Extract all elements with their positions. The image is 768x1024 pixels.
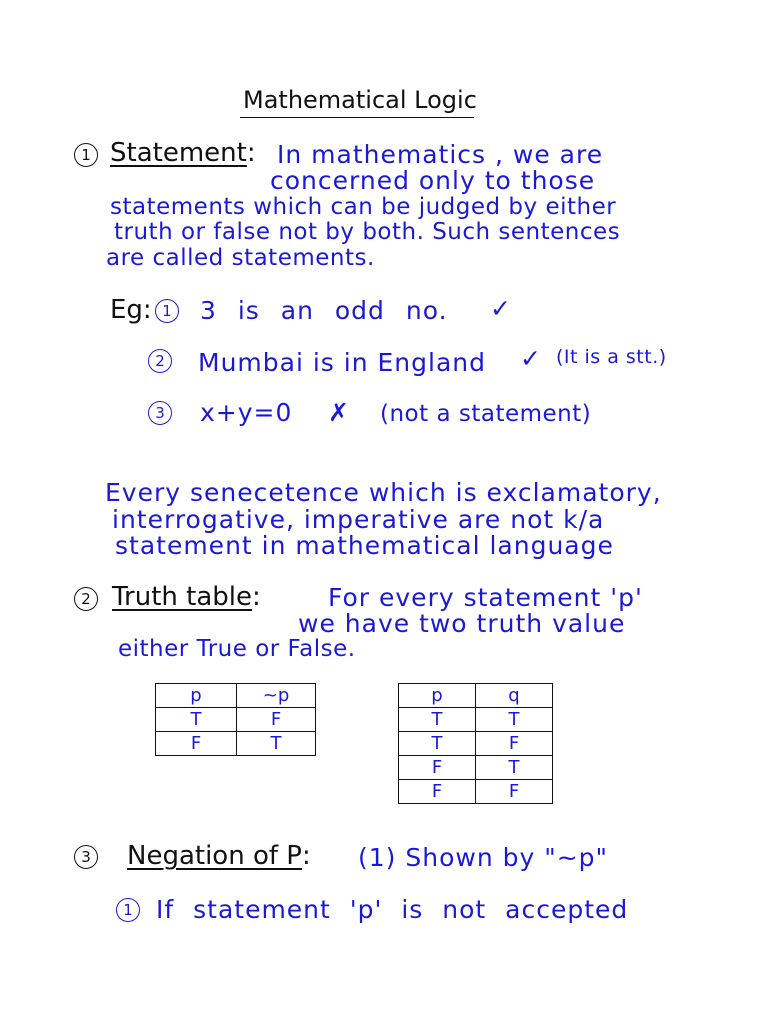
example-3-text: x+y=0 [200,398,293,427]
table-row [399,780,553,804]
table-cell: T [476,708,553,732]
table-header-row [156,684,316,708]
page-title: Mathematical Logic [243,86,477,114]
table-cell: T [237,732,316,756]
table-header-cell: q [476,684,553,708]
remark-line-1: Every senecetence which is exclamatory, [105,478,662,507]
negation-item-text: If statement 'p' is not accepted [156,895,629,924]
table-cell: F [399,780,476,804]
section-3-number: 3 [74,845,98,869]
remark-line-3: statement in mathematical language [115,531,614,560]
statement-line-1: In mathematics , we are [277,140,604,169]
truth-line-3: either True or False. [118,636,356,662]
example-1-number: 1 [155,299,179,323]
table-cell: F [156,732,237,756]
table-header-cell: ~p [237,684,316,708]
example-2-note: (It is a stt.) [556,346,667,368]
table-cell: F [237,708,316,732]
table-cell: T [399,732,476,756]
table-cell: F [476,732,553,756]
example-1-text: 3 is an odd no. [200,296,448,325]
truth-table-p-q [398,683,553,804]
table-row [156,732,316,756]
statement-line-4: truth or false not by both. Such sentences [114,219,621,245]
table-cell: F [476,780,553,804]
table-cell: T [476,756,553,780]
truth-line-2: we have two truth value [298,609,626,638]
statement-line-2: concerned only to those [270,166,596,195]
section-1-heading: Statement: [110,138,256,168]
example-3-cross: ✗ [328,398,350,427]
table-cell: T [399,708,476,732]
example-2-text: Mumbai is in England [198,348,486,377]
table-header-cell: p [156,684,237,708]
example-3-note: (not a statement) [380,401,592,427]
table-cell: T [156,708,237,732]
remark-line-2: interrogative, imperative are not k/a [112,505,605,534]
truth-table-p-not-p [155,683,316,756]
statement-line-5: are called statements. [106,245,375,271]
section-1-number: 1 [74,143,98,167]
truth-line-1: For every statement 'p' [328,583,643,612]
example-1-tick: ✓ [490,294,512,323]
example-2-tick: ✓ [520,344,542,373]
table-cell: F [399,756,476,780]
eg-label: Eg: [110,295,152,325]
table-header-row [399,684,553,708]
table-row [399,756,553,780]
section-2-heading: Truth table: [112,582,261,612]
title-underline [240,117,474,118]
statement-line-3: statements which can be judged by either [110,194,617,220]
section-2-number: 2 [74,587,98,611]
table-row [399,708,553,732]
example-3-number: 3 [148,401,172,425]
table-row [156,708,316,732]
negation-line-1: (1) Shown by "~p" [358,843,609,872]
negation-item-number: 1 [116,898,140,922]
table-header-cell: p [399,684,476,708]
example-2-number: 2 [148,349,172,373]
table-row [399,732,553,756]
section-3-heading: Negation of P: [127,841,311,871]
